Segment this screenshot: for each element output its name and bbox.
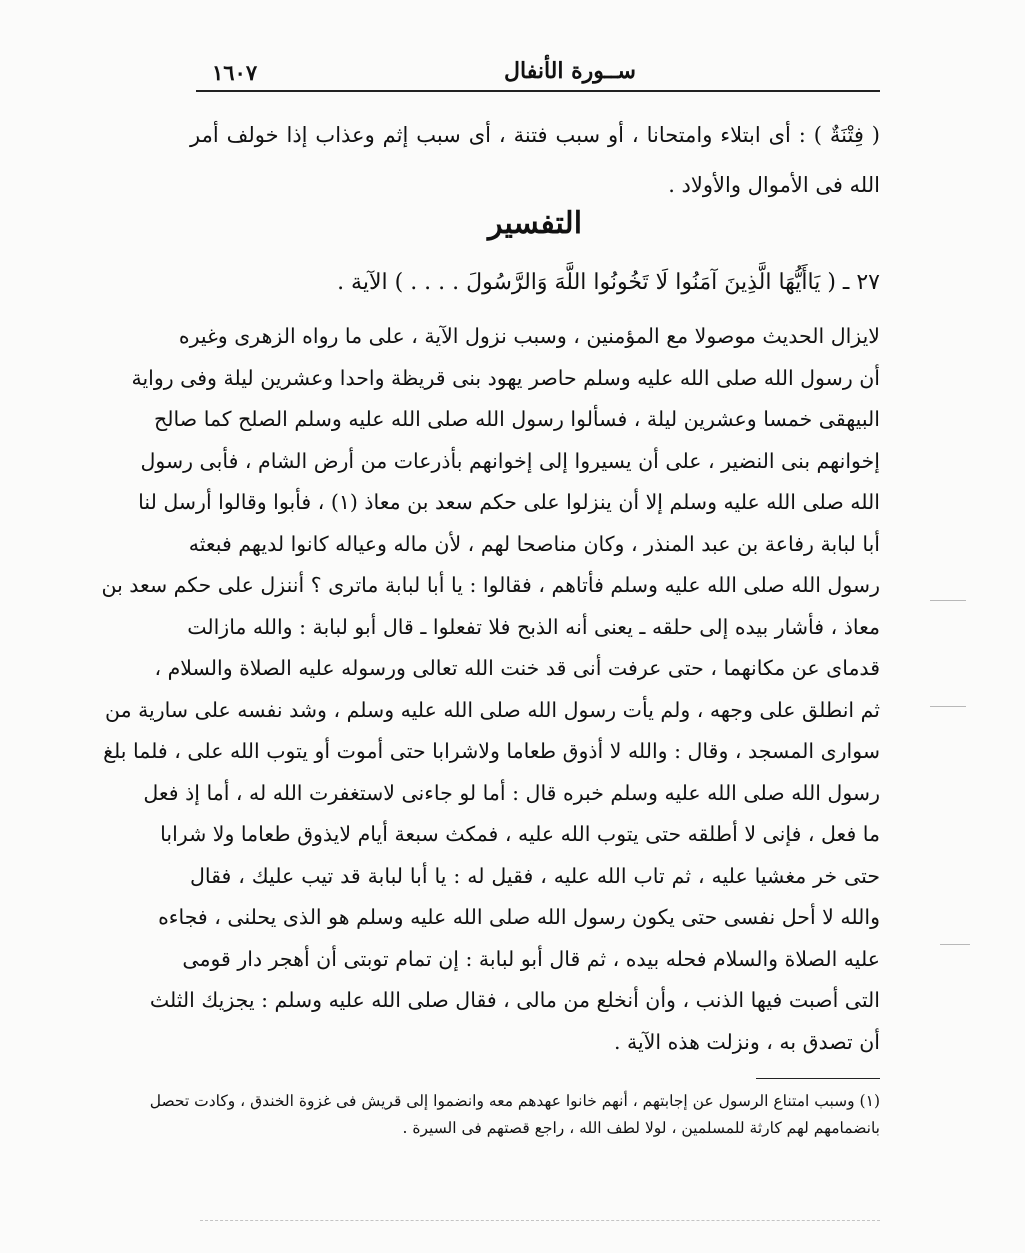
word-gloss: ( فِتْنَةٌ ) : أى ابتلاء وامتحانا ، أو سبب فتنة ، أى سبب إثم وعذاب إذا خولف أمر الله فى الأموال والأولاد .	[190, 123, 880, 197]
commentary-line: الله صلى الله عليه وسلم إلا أن ينزلوا على حكم سعد بن معاذ (١) ، فأبوا وقالوا أرسل لنا	[138, 490, 880, 514]
footnote-rule	[756, 1078, 880, 1079]
page-header	[196, 56, 886, 90]
commentary-line: ما فعل ، فإنى لا أطلقه حتى يتوب الله عليه ، فمكث سبعة أيام لايذوق طعاما ولا شرابا	[160, 822, 880, 846]
surah-title: ســورة الأنفال	[504, 58, 636, 84]
footnote	[149, 1088, 880, 1142]
footnote-line: (١) وسبب امتناع الرسول عن إجابتهم ، أنهم خانوا عهدهم معه وانضموا إلى قريش فى غزوة الخندق ، وكادت تحصل	[149, 1092, 880, 1110]
footnote-line: بانضمامهم لهم كارثة للمسلمين ، لولا لطف الله ، راجع قصتهم فى السيرة .	[402, 1119, 880, 1137]
commentary-line: معاذ ، فأشار بيده إلى حلقه ـ يعنى أنه الذبح فلا تفعلوا ـ قال أبو لبابة : والله مازالت	[187, 614, 880, 639]
commentary-line: ثم انطلق على وجهه ، ولم يأت رسول الله صلى الله عليه وسلم ، وشد نفسه على سارية من	[104, 697, 880, 722]
page-number: ١٦٠٧	[212, 60, 258, 85]
verse-reference: ٢٧ ـ ( يَاأَيُّهَا الَّذِينَ آمَنُوا لَا تَخُونُوا اللَّهَ وَالرَّسُولَ . . . . ) الآية .	[337, 270, 880, 295]
commentary-line: أن تصدق به ، ونزلت هذه الآية .	[613, 1029, 880, 1054]
commentary-line: البيهقى خمسا وعشرين ليلة ، فسألوا رسول الله صلى الله عليه وسلم الصلح كما صالح	[154, 407, 880, 431]
commentary-line: عليه الصلاة والسلام فحله بيده ، ثم قال أبو لبابة : إن تمام توبتى أن أهجر دار قومى	[182, 946, 880, 971]
commentary-line: أبا لبابة رفاعة بن عبد المنذر ، وكان مناصحا لهم ، لأن ماله وعياله كانوا لديهم فبعثه	[188, 531, 880, 556]
commentary-line: التى أصبت فيها الذنب ، وأن أنخلع من مالى ، فقال صلى الله عليه وسلم : يجزيك الثلث	[149, 988, 880, 1012]
commentary-line: رسول الله صلى الله عليه وسلم خبره قال : أما لو جاءنى لاستغفرت الله له ، أما إذ فعل	[143, 780, 880, 805]
commentary-line: قدماى عن مكانهما ، حتى عرفت أنى قد خنت الله تعالى ورسوله عليه الصلاة والسلام ،	[154, 656, 880, 680]
margin-scan-mark	[930, 706, 966, 707]
commentary-line: رسول الله صلى الله عليه وسلم فأتاهم ، فقالوا : يا أبا لبابة ماترى ؟ أننزل على حكم سعد بن	[101, 573, 880, 597]
commentary-body	[101, 316, 880, 1063]
commentary-line: والله لا أحل نفسى حتى يكون رسول الله صلى الله عليه وسلم هو الذى يحلنى ، فجاءه	[158, 905, 880, 929]
section-heading: التفسير	[487, 206, 583, 241]
commentary-line: أن رسول الله صلى الله عليه وسلم حاصر يهود بنى قريظة واحدا وعشرين ليلة وفى رواية	[131, 365, 880, 390]
commentary-line: لايزال الحديث موصولا مع المؤمنين ، وسبب نزول الآية ، على ما رواه الزهرى وغيره	[178, 324, 880, 348]
commentary-line: إخوانهم بنى النضير ، على أن يسيروا إلى إخوانهم بأذرعات من أرض الشام ، فأبى رسول	[140, 448, 880, 473]
margin-scan-mark	[930, 600, 966, 601]
commentary-line: حتى خر مغشيا عليه ، ثم تاب الله عليه ، فقيل له : يا أبا لبابة قد تيب عليك ، فقال	[190, 863, 880, 888]
commentary-line: سوارى المسجد ، وقال : والله لا أذوق طعاما ولاشرابا حتى أموت أو يتوب الله على ، فلما بلغ	[103, 739, 880, 763]
margin-scan-mark	[940, 944, 970, 945]
bottom-scan-mark	[200, 1220, 880, 1221]
header-rule	[196, 90, 880, 92]
